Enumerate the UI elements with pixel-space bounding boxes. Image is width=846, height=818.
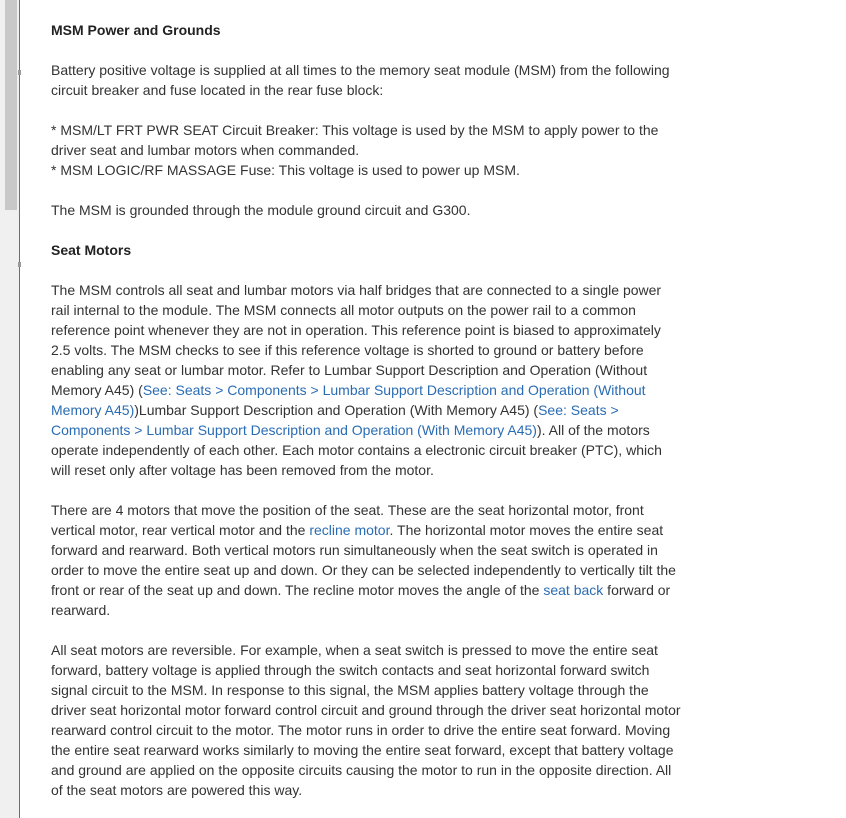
section-heading-seat-motors: Seat Motors [51,242,132,258]
bullet-circuit-breaker: * MSM/LT FRT PWR SEAT Circuit Breaker: This voltage is used by the MSM to apply power to the driver seat and lumbar motors when commanded. [51,122,659,158]
section-heading-power: MSM Power and Grounds [51,22,221,38]
motors-p2-text-b: . The horizontal motor moves the entire seat forward and rearward. Both vertical motors run simultaneously when the seat switch is operated in order to move the entire seat up and down. Or they can be selected independently to vertically tilt the front or rear of the seat up and down. The recline motor moves the angle of the [51,522,676,598]
ground-paragraph: The MSM is grounded through the module ground circuit and G300. [51,202,471,218]
power-intro-paragraph: Battery positive voltage is supplied at all times to the memory seat module (MSM) from the following circuit breaker and fuse located in the rear fuse block: [51,62,670,98]
motors-paragraph-3: All seat motors are reversible. For example, when a seat switch is pressed to move the entire seat forward, battery voltage is applied through the switch contacts and seat horizontal forward switch signal circuit to the MSM. In response to this signal, the MSM applies battery voltage through the driver seat horizontal motor forward control circuit and ground through the driver seat horizontal motor rearward control circuit to the motor. The motor runs in order to drive the entire seat forward. Moving the entire seat rearward works similarly to moving the entire seat forward, except that battery voltage and ground are applied on the opposite circuits causing the motor to run in the opposite direction. All of the seat motors are powered this way. [51,642,681,798]
bullet-logic-fuse: * MSM LOGIC/RF MASSAGE Fuse: This voltage is used to power up MSM. [51,162,520,178]
splitter-mark [18,70,21,75]
motors-p2-text-a: There are 4 motors that move the position of the seat. These are the seat horizontal motor, front vertical motor, rear vertical motor and the [51,502,644,538]
link-lumbar-without-memory[interactable]: See: Seats > Components > Lumbar Support Description and Operation (Without Memory A45) [51,382,646,418]
article-body [51,20,681,800]
left-panel-edge [0,0,20,818]
link-recline-motor[interactable]: recline motor [309,522,390,538]
motors-p1-text-b: )Lumbar Support Description and Operation (With Memory A45) ( [134,402,539,418]
power-bullet-list [51,120,681,180]
motors-p1-text-a: The MSM controls all seat and lumbar motors via half bridges that are connected to a single power rail internal to the module. The MSM connects all motor outputs on the power rail to a common reference point whenever they are not in operation. This reference point is biased to approximately 2.5 volts. The MSM checks to see if this reference voltage is shorted to ground or battery before enabling any seat or lumbar motor. Refer to Lumbar Support Description and Operation (Without Memory A45) ( [51,282,662,398]
splitter-mark [18,262,21,267]
link-seat-back[interactable]: seat back [543,582,604,598]
scrollbar-thumb[interactable] [5,0,17,210]
link-lumbar-with-memory[interactable]: See: Seats > Components > Lumbar Support Description and Operation (With Memory A45) [51,402,619,438]
motors-p2-text-c: forward or rearward. [51,582,671,618]
motors-paragraph-1 [51,280,681,480]
motors-paragraph-2 [51,500,681,620]
motors-p1-text-c: ). All of the motors operate independently of each other. Each motor contains a electronic circuit breaker (PTC), which will reset only after voltage has been removed from the motor. [51,422,662,478]
